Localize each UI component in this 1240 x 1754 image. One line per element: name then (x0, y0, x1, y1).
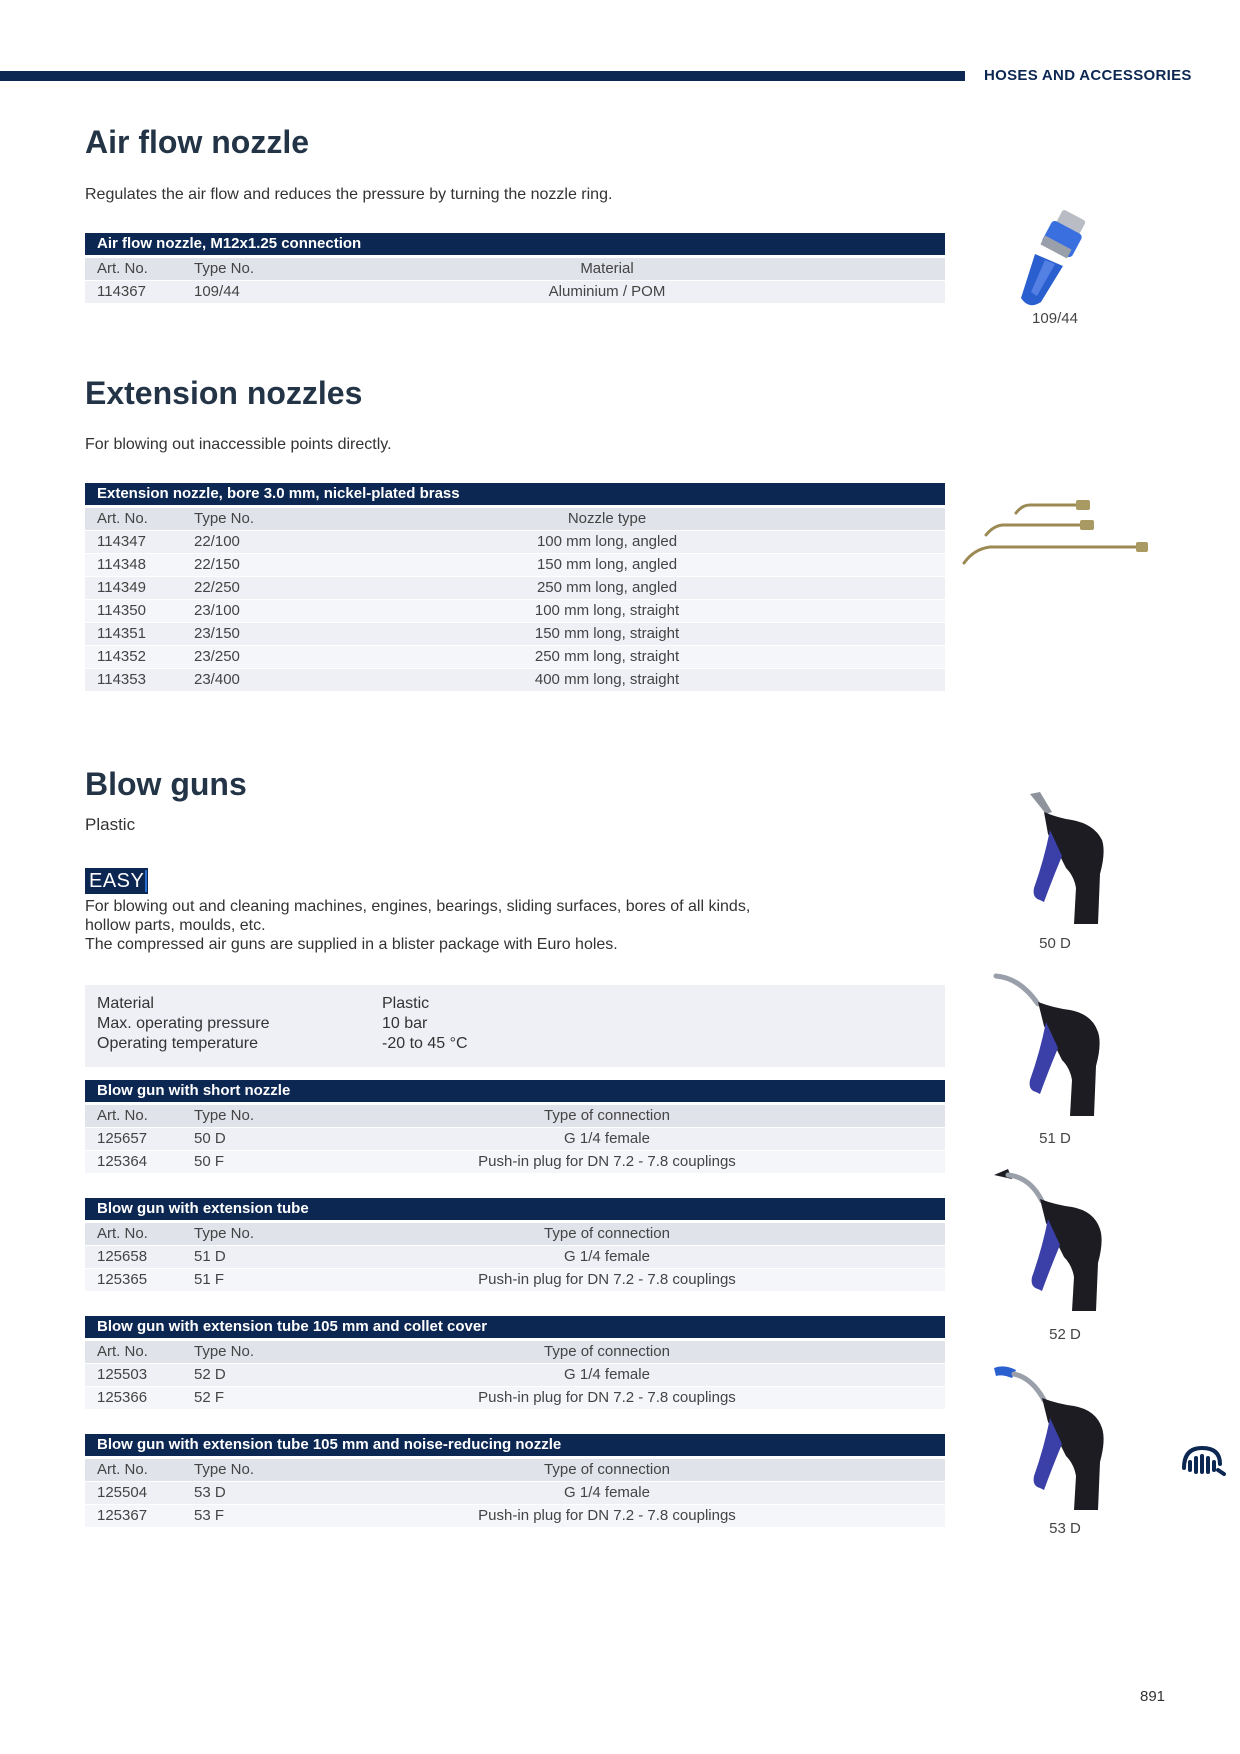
blow-guns-description-3: The compressed air guns are supplied in a blister package with Euro holes. (85, 936, 618, 953)
header-rule (0, 71, 965, 81)
blow-gun-52d-caption: 52 D (1049, 1326, 1081, 1343)
header-type-no: Type No. (194, 510, 255, 527)
table-row (85, 554, 945, 576)
air-flow-description: Regulates the air flow and reduces the pressure by turning the nozzle ring. (85, 186, 613, 203)
blow-gun-53d-image (990, 1360, 1120, 1515)
page-number: 891 (1140, 1688, 1166, 1705)
art-no-cell: 114347 (97, 533, 146, 550)
table-header-row (85, 1341, 945, 1363)
air-flow-title: Air flow nozzle (85, 124, 309, 160)
connection-cell: G 1/4 female (564, 1130, 650, 1147)
header-nozzle-type: Nozzle type (567, 510, 647, 527)
header-art-no: Art. No. (97, 1461, 148, 1478)
table-row (85, 1151, 945, 1173)
header-type-no: Type No. (194, 1107, 255, 1124)
blow-gun-51d-image (990, 970, 1120, 1120)
table-row (85, 1364, 945, 1386)
table-title: Blow gun with extension tube 105 mm and collet cover (85, 1316, 945, 1338)
connection-cell: Push-in plug for DN 7.2 - 7.8 couplings (478, 1507, 736, 1524)
type-no-cell: 50 D (194, 1130, 226, 1147)
table-title: Extension nozzle, bore 3.0 mm, nickel-plated brass (85, 483, 945, 505)
type-no-cell: 51 F (194, 1271, 225, 1288)
blow-gun-extension-table (85, 1198, 945, 1292)
table-header-row (85, 258, 945, 280)
art-no-cell: 125658 (97, 1248, 148, 1265)
table-row (85, 281, 945, 303)
type-no-cell: 22/100 (194, 533, 240, 550)
nozzle-type-cell: 150 mm long, angled (536, 556, 678, 573)
table-row (85, 1246, 945, 1268)
blow-guns-subtitle: Plastic (85, 815, 136, 834)
connection-cell: G 1/4 female (564, 1366, 650, 1383)
table-row (85, 669, 945, 691)
table-row (85, 1269, 945, 1291)
connection-cell: Push-in plug for DN 7.2 - 7.8 couplings (478, 1389, 736, 1406)
table-row (85, 577, 945, 599)
header-connection: Type of connection (544, 1107, 670, 1124)
table-row (85, 600, 945, 622)
art-no-cell: 125657 (97, 1130, 148, 1147)
nozzle-type-cell: 100 mm long, straight (534, 602, 680, 619)
art-no-cell: 125366 (97, 1389, 148, 1406)
blow-gun-collet-table (85, 1316, 945, 1410)
table-header-row (85, 1105, 945, 1127)
nozzle-type-cell: 250 mm long, angled (536, 579, 678, 596)
header-type-no: Type No. (194, 1461, 255, 1478)
table-title: Blow gun with extension tube 105 mm and noise-reducing nozzle (85, 1434, 945, 1456)
blow-gun-short-table (85, 1080, 945, 1174)
type-no-cell: 23/400 (194, 671, 240, 688)
type-no-cell: 23/100 (194, 602, 240, 619)
connection-cell: Push-in plug for DN 7.2 - 7.8 couplings (478, 1271, 736, 1288)
nozzle-type-cell: 150 mm long, straight (534, 625, 680, 642)
table-row (85, 623, 945, 645)
header-connection: Type of connection (544, 1225, 670, 1242)
blow-gun-53d-caption: 53 D (1049, 1520, 1081, 1537)
blow-guns-title: Blow guns (85, 766, 247, 802)
blow-gun-52d-image (990, 1165, 1120, 1315)
table-header-row (85, 1459, 945, 1481)
nozzle-type-cell: 100 mm long, angled (536, 533, 678, 550)
extension-table (85, 483, 945, 692)
type-no-cell: 53 D (194, 1484, 226, 1501)
extension-nozzles-image (960, 495, 1150, 575)
art-no-cell: 114367 (97, 283, 146, 300)
header-art-no: Art. No. (97, 510, 148, 527)
connection-cell: Push-in plug for DN 7.2 - 7.8 couplings (478, 1153, 736, 1170)
property-value: -20 to 45 °C (382, 1035, 468, 1052)
blow-gun-noise-table (85, 1434, 945, 1528)
extension-title: Extension nozzles (85, 375, 363, 411)
art-no-cell: 114350 (97, 602, 146, 619)
type-no-cell: 23/150 (194, 625, 240, 642)
type-no-cell: 52 F (194, 1389, 225, 1406)
property-label: Max. operating pressure (97, 1015, 270, 1032)
table-row (85, 1505, 945, 1527)
header-connection: Type of connection (544, 1343, 670, 1360)
table-row (85, 531, 945, 553)
header-art-no: Art. No. (97, 1107, 148, 1124)
connection-cell: G 1/4 female (564, 1484, 650, 1501)
table-row (85, 1387, 945, 1409)
type-no-cell: 22/250 (194, 579, 240, 596)
table-row (85, 1128, 945, 1150)
table-title: Blow gun with short nozzle (85, 1080, 945, 1102)
properties-box (85, 985, 945, 1067)
art-no-cell: 114349 (97, 579, 146, 596)
air-flow-table (85, 233, 945, 304)
easy-badge-accent (145, 870, 147, 892)
nozzle-type-cell: 250 mm long, straight (534, 648, 680, 665)
blow-guns-description-1: For blowing out and cleaning machines, engines, bearings, sliding surfaces, bores of all kinds, (85, 898, 751, 915)
art-no-cell: 114353 (97, 671, 146, 688)
type-no-cell: 52 D (194, 1366, 226, 1383)
art-no-cell: 125503 (97, 1366, 148, 1383)
hose-section-icon (1178, 1440, 1228, 1480)
header-connection: Type of connection (544, 1461, 670, 1478)
property-label: Material (97, 995, 154, 1012)
art-no-cell: 125364 (97, 1153, 148, 1170)
header-type-no: Type No. (194, 260, 255, 277)
art-no-cell: 125367 (97, 1507, 148, 1524)
blow-guns-description-2: hollow parts, moulds, etc. (85, 917, 266, 934)
art-no-cell: 114351 (97, 625, 146, 642)
type-no-cell: 109/44 (194, 283, 240, 300)
table-header-row (85, 508, 945, 530)
art-no-cell: 114352 (97, 648, 146, 665)
header-art-no: Art. No. (97, 260, 148, 277)
blow-gun-50d-image (1010, 790, 1120, 930)
table-header-row (85, 1223, 945, 1245)
extension-description: For blowing out inaccessible points directly. (85, 436, 392, 453)
type-no-cell: 23/250 (194, 648, 240, 665)
table-row (85, 646, 945, 668)
type-no-cell: 22/150 (194, 556, 240, 573)
table-row (85, 1482, 945, 1504)
header-art-no: Art. No. (97, 1225, 148, 1242)
header-art-no: Art. No. (97, 1343, 148, 1360)
header-material: Material (580, 260, 634, 277)
table-title: Blow gun with extension tube (85, 1198, 945, 1220)
type-no-cell: 50 F (194, 1153, 225, 1170)
property-value: 10 bar (382, 1015, 428, 1032)
section-label: HOSES AND ACCESSORIES (984, 67, 1192, 84)
air-flow-nozzle-image (1005, 210, 1105, 310)
art-no-cell: 125365 (97, 1271, 148, 1288)
material-cell: Aluminium / POM (548, 283, 666, 300)
art-no-cell: 114348 (97, 556, 146, 573)
air-flow-image-caption: 109/44 (1032, 310, 1078, 327)
connection-cell: G 1/4 female (564, 1248, 650, 1265)
type-no-cell: 53 F (194, 1507, 225, 1524)
property-value: Plastic (382, 995, 430, 1012)
type-no-cell: 51 D (194, 1248, 226, 1265)
blow-gun-51d-caption: 51 D (1039, 1130, 1071, 1147)
blow-gun-50d-caption: 50 D (1039, 935, 1071, 952)
table-title: Air flow nozzle, M12x1.25 connection (85, 233, 945, 255)
art-no-cell: 125504 (97, 1484, 148, 1501)
nozzle-type-cell: 400 mm long, straight (534, 671, 680, 688)
header-type-no: Type No. (194, 1225, 255, 1242)
header-type-no: Type No. (194, 1343, 255, 1360)
property-label: Operating temperature (97, 1035, 258, 1052)
easy-badge: EASY (85, 868, 148, 894)
